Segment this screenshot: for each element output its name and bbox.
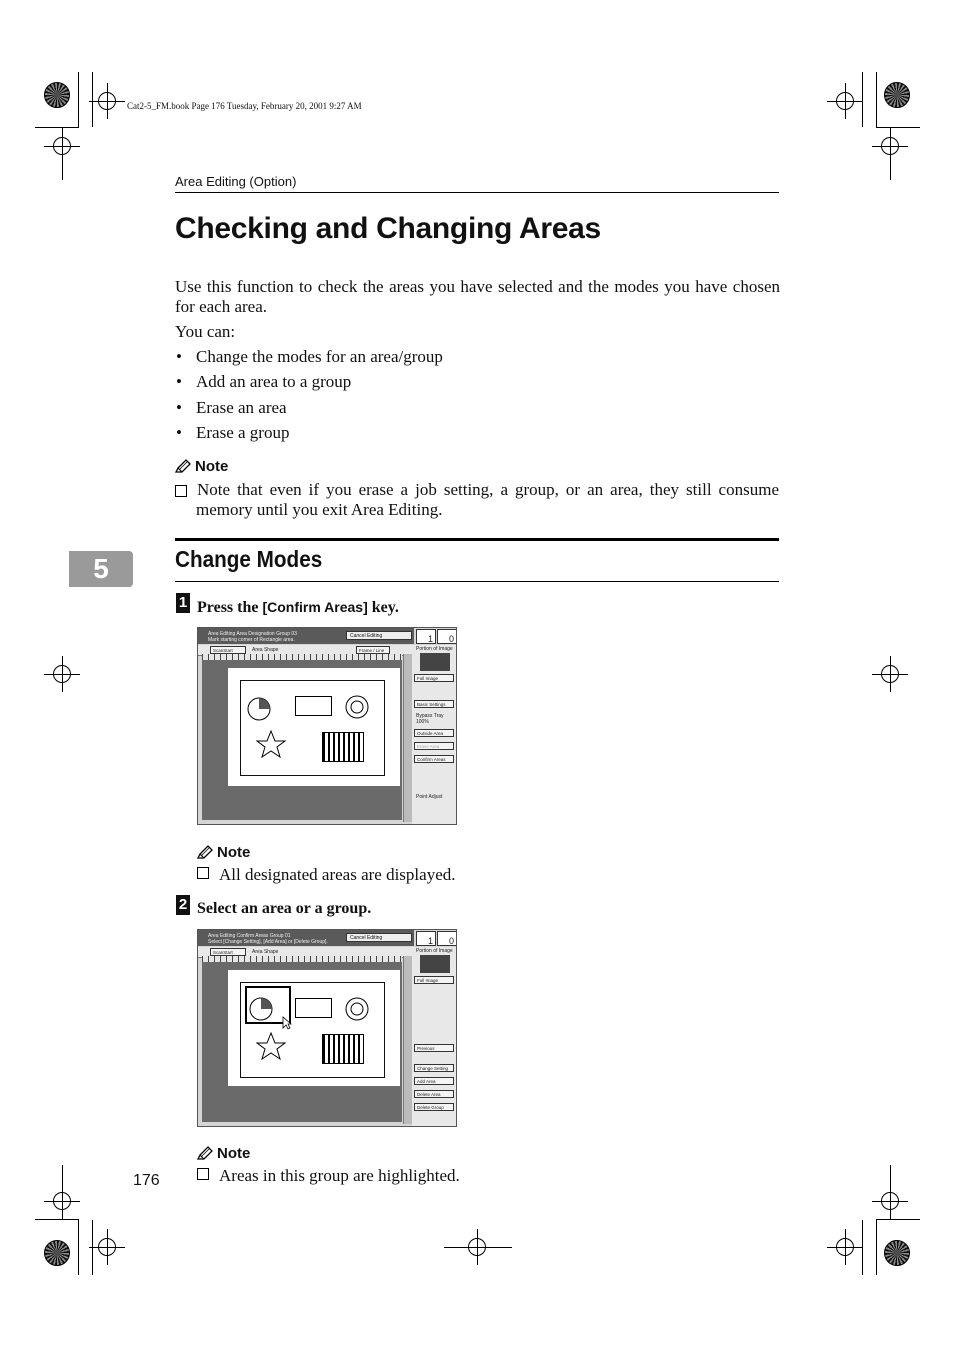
delete-group-button[interactable]: Delete Group [414,1103,454,1111]
target-graphic [344,694,370,720]
list-item: • Erase a group [176,423,290,442]
registration-mark [468,1238,486,1256]
counter: 0 [437,629,457,644]
section-rule-top [175,538,779,541]
color-target-mark [44,82,70,108]
registration-mark [836,92,854,110]
screenshot-confirm-areas: Area Editing Confirm Areas Group 01 Select [Change Setting], [Add Area] or [Delete Group]. Cancel Editing 1 0 ScanStart Area Shape Portion of Image Full Image Previous Change Setting Add Area Delete Area Delete Group [197,929,457,1127]
you-can-label: You can: [175,322,236,341]
list-item: • Change the modes for an area/group [176,347,443,366]
step-1-instruction: Press the [Confirm Areas] key. [197,599,399,616]
erase-area-button[interactable]: Erase Area [414,742,454,750]
full-image-button[interactable]: Full Image [414,674,454,682]
checkbox-glyph [197,867,209,879]
toolbar: ScanStart Area Shape Frame / Line [198,645,414,656]
preview-thumbnail [420,653,450,671]
intro-paragraph: Use this function to check the areas you have selected and the modes you have chosen for each area. [175,277,780,316]
color-target-mark [884,1240,910,1266]
preview-thumbnail [420,955,450,973]
registration-mark [836,1238,854,1256]
toolbar: ScanStart Area Shape [198,947,414,958]
scan-start-button[interactable]: ScanStart [210,646,246,654]
list-item: • Add an area to a group [176,372,352,391]
side-panel: Portion of Image Full Image Previous Change Setting Add Area Delete Area Delete Group [412,947,456,1126]
list-item: • Erase an area [176,398,287,417]
change-setting-button[interactable]: Change Setting [414,1064,454,1072]
step-2-instruction: Select an area or a group. [197,900,372,917]
cancel-editing-button[interactable]: Cancel Editing [346,631,412,640]
note-text: All designated areas are displayed. [197,865,456,885]
counter: 1 [416,629,436,644]
scan-start-button[interactable]: ScanStart [210,948,246,956]
cursor-arrow-icon [282,1016,292,1030]
running-header: Area Editing (Option) [175,174,297,189]
frame-line-button[interactable]: Frame / Line [356,646,390,654]
pie-chart-graphic [248,996,274,1022]
print-slug: Cat2-5_FM.book Page 176 Tuesday, February 20, 2001 9:27 AM [127,101,362,111]
registration-mark [98,92,116,110]
vertical-scrollbar[interactable] [403,654,412,822]
section-rule-bottom [175,581,779,582]
star-graphic [256,730,286,758]
outside-area-button[interactable]: Outside Area [414,729,454,737]
registration-mark [98,1238,116,1256]
add-area-button[interactable]: Add Area [414,1077,454,1085]
confirm-areas-key: [Confirm Areas] [262,599,368,615]
pencil-icon [197,845,213,859]
checkbox-glyph [197,1168,209,1180]
pencil-icon [197,1146,213,1160]
page-number: 176 [133,1172,160,1189]
basic-settings-button[interactable]: Basic Settings [414,700,454,708]
rectangle-graphic [295,998,332,1018]
full-image-button[interactable]: Full Image [414,976,454,984]
delete-area-button[interactable]: Delete Area [414,1090,454,1098]
pencil-icon [175,459,191,473]
confirm-areas-button[interactable]: Confirm Areas [414,755,454,763]
screenshot-area-designation: Area Editing Area Designation Group 03 Mark starting corner of Rectangle area. Cancel Editing 1 0 ScanStart Area Shape Frame / Line Portion of Image Full Image Basic Settings Bypass Tray 100% Outside Area Erase Area Confirm Areas Point Adjust [197,627,457,825]
page-title: Checking and Changing Areas [175,212,601,245]
section-title: Change Modes [175,546,323,572]
step-number: 1 [176,593,190,613]
note-heading: Note [197,844,250,862]
registration-mark [53,665,71,683]
note-text: Note that even if you erase a job setting, a group, or an area, they still consume memory until you exit Area Editing. [175,480,779,519]
rectangle-graphic [295,696,332,716]
registration-mark [53,1192,71,1210]
star-graphic [256,1032,286,1060]
counter: 0 [437,931,457,946]
color-target-mark [44,1240,70,1266]
registration-mark [881,1192,899,1210]
registration-mark [881,665,899,683]
step-number: 2 [176,895,190,915]
side-panel: Portion of Image Full Image Basic Settings Bypass Tray 100% Outside Area Erase Area Confirm Areas Point Adjust [412,645,456,824]
chapter-tab: 5 [69,551,133,587]
cancel-editing-button[interactable]: Cancel Editing [346,933,412,942]
note-text: Areas in this group are highlighted. [197,1166,460,1186]
pie-chart-graphic [246,696,272,722]
table-graphic [322,1034,364,1064]
target-graphic [344,996,370,1022]
vertical-scrollbar[interactable] [403,956,412,1124]
registration-mark [881,137,899,155]
header-rule [175,192,779,193]
checkbox-glyph [175,485,187,497]
counter: 1 [416,931,436,946]
table-graphic [322,732,364,762]
color-target-mark [884,82,910,108]
note-heading: Note [197,1145,250,1163]
registration-mark [53,137,71,155]
note-heading: Note [175,458,228,476]
previous-button[interactable]: Previous [414,1044,454,1052]
